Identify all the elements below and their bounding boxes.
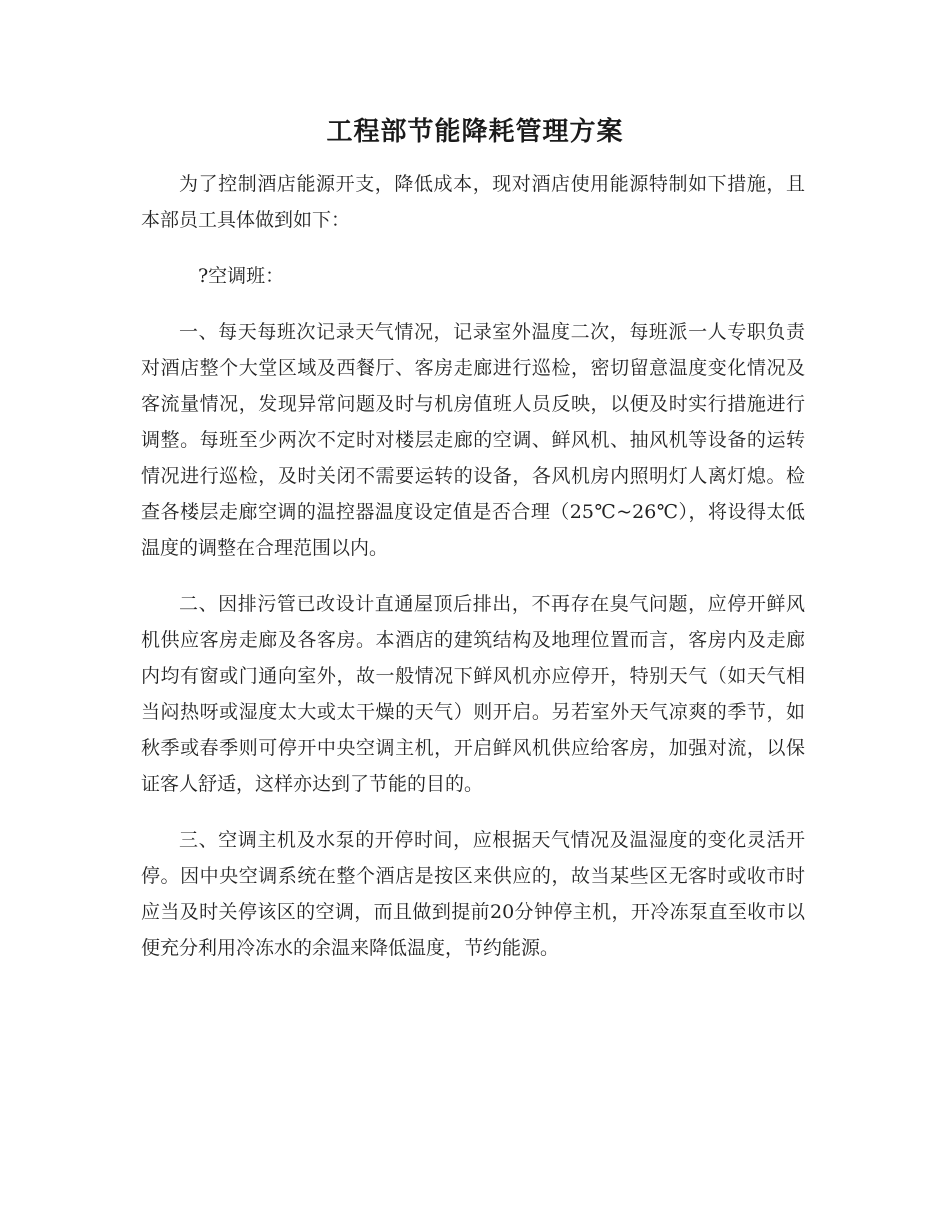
paragraph-2: 二、因排污管已改设计直通屋顶后排出，不再存在臭气问题，应停开鲜风机供应客房走廊及各客房。本酒店的建筑结构及地理位置而言，客房内及走廊内均有窗或门通向室外，故一般情况下鲜风机亦应停开，特别天气（如天气相当闷热呀或湿度太大或太干燥的天气）则开启。另若室外天气凉爽的季节，如秋季或春季则可停开中央空调主机，开启鲜风机供应给客房，加强对流，以保证客人舒适，这样亦达到了节能的目的。: [141, 593, 805, 795]
paragraph-3: 三、空调主机及水泵的开停时间，应根据天气情况及温湿度的变化灵活开停。因中央空调系统在整个酒店是按区来供应的，故当某些区无客时或收市时应当及时关停该区的空调，而且做到提前20分钟停主机，开冷冻泵直至收市以便充分利用冷冻水的余温来降低温度，节约能源。: [141, 829, 805, 959]
page-title: 工程部节能降耗管理方案: [326, 117, 624, 147]
document-body: [141, 166, 805, 966]
section-heading: ?空调班：: [198, 265, 285, 287]
paragraph-1: 一、每天每班次记录天气情况，记录室外温度二次，每班派一人专职负责对酒店整个大堂区域及西餐厅、客房走廊进行巡检，密切留意温度变化情况及客流量情况，发现异常问题及时与机房值班人员反映，以便及时实行措施进行调整。每班至少两次不定时对楼层走廊的空调、鲜风机、抽风机等设备的运转情况进行巡检，及时关闭不需要运转的设备，各风机房内照明灯人离灯熄。检查各楼层走廊空调的温控器温度设定值是否合理（25℃~26℃），将设得太低温度的调整在合理范围以内。: [141, 321, 805, 559]
intro-paragraph: 为了控制酒店能源开支，降低成本，现对酒店使用能源特制如下措施，且本部员工具体做到如下：: [141, 173, 805, 231]
